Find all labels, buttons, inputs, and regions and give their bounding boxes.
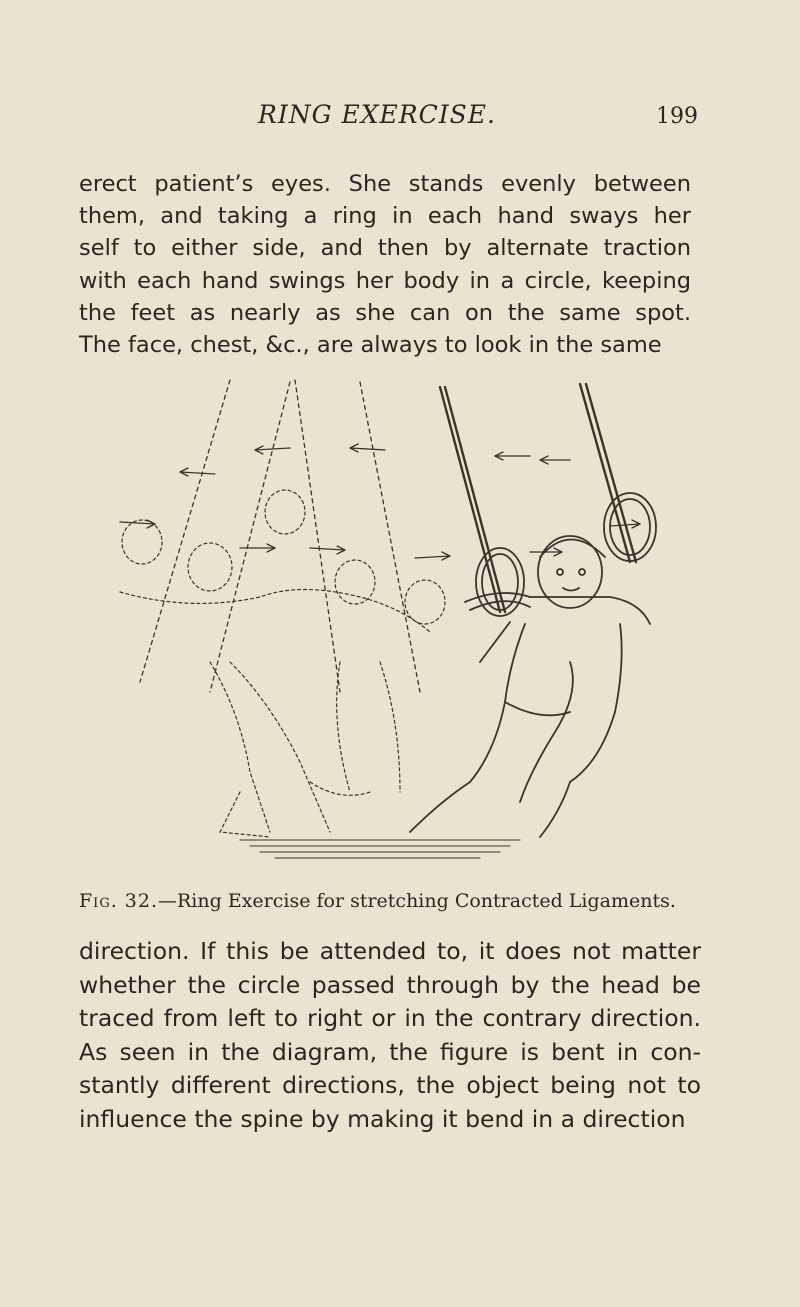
text-line: influence the spine by making it bend in a direction xyxy=(79,1104,686,1133)
text-line: whether the circle passed through by the head be xyxy=(79,970,701,999)
paragraph-bottom xyxy=(79,935,701,1137)
text-line: erect patient’s eyes. She stands evenly between xyxy=(79,171,691,197)
text-line: traced from left to right or in the contrary direction. xyxy=(79,1004,701,1033)
left-ring-cords xyxy=(140,380,420,692)
text-line: them, and taking a ring in each hand sways her xyxy=(79,203,691,230)
ring-exercise-illustration xyxy=(100,362,680,872)
text-line: stantly different directions, the object being not to xyxy=(79,1071,701,1100)
figure-caption-text: —Ring Exercise for stretching Contracted Ligaments. xyxy=(158,890,676,912)
floor-lines xyxy=(240,840,520,858)
text-line: direction. If this be attended to, it does not matter xyxy=(79,937,701,965)
text-line: with each hand swings her body in a circle, keeping xyxy=(79,267,691,294)
text-line: the feet as nearly as she can on the same spot. xyxy=(79,299,691,326)
text-line: self to either side, and then by alternate traction xyxy=(79,235,691,262)
text-line: As seen in the diagram, the figure is bent in con- xyxy=(79,1037,701,1066)
figure-label: Fig. 32. xyxy=(79,890,158,912)
page-number: 199 xyxy=(656,104,698,129)
motion-arrows xyxy=(120,444,640,560)
figure-caption xyxy=(79,890,691,912)
ghost-figures xyxy=(120,490,445,837)
running-title: RING EXERCISE. xyxy=(258,100,496,129)
page-header xyxy=(0,100,800,140)
main-figure xyxy=(410,493,656,837)
text-line: The face, chest, &c., are always to look in the same xyxy=(79,332,662,359)
paragraph-top xyxy=(79,168,691,361)
